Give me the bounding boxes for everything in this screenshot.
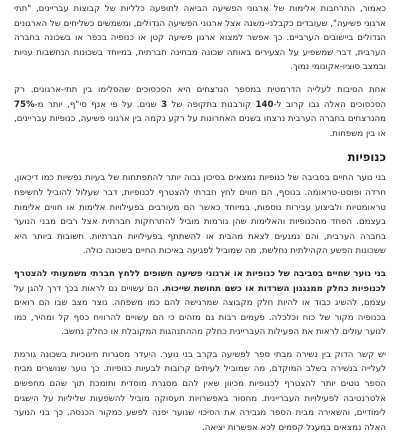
article — [14, 0, 386, 435]
stat-text: שנים. על פי אנף סי"ף, יותר מ- — [34, 99, 162, 110]
paragraph-subcontractor-gangs: כאמור, התרחבות אלימות של ארגוני הפשיעה הביאה לתופעה כלליות של קבוצות עבריינים, "תתי ארגוני פשיעה", שעובדים כקבלני-משנה אצל ארגוני הפשיעה הגדולים, ומשמשים כשליחים של הארגונים הגדולים ביישובים הערביים. כך אפשר למצוא ארגון פשיעה קטן או כנופיה בכפר או בשכונה בחברה הערבית, דבר שמשפיע על הצעירים באותה שכונה מבחינה חברתית, במיוחד בשכונות הנחשבות עניות ובמצב סוציו-אקונומי נמוך. — [14, 4, 386, 73]
stat-victims: 140 — [255, 99, 274, 110]
stat-percent: 75% — [14, 99, 35, 110]
paragraph-school-dropout: יש קשר הדוק בין נשירה מבתי ספר לפשיעה בקרב בני נוער. היעדר מסגרות חינוכיות בשכונה גורמת לעלייה בנשירה בשלב המוקדם, מה שמוביל לעיתים קרובות לבעיות כנופיות. כך נוער שנושרים מבית הספר נוטים יותר להצטרף לכנופיות מכיוון שאין להם מסגרת מוסדית ותומכת תוך שהם מחפשים אלטרנטיבה לפעילויות העבריינית. מחסור באפשרויות תעסוקה מוביל להשפעות שליליות על הישגים לימודיים, והשאירה מבית הספר מגבירה את הסיכוי שנוער יפנה לפשע כמקור הכנסה. כך בני הנוער האלה נמצאים במעגל קסמים לכא אפשרות יציאה. — [14, 349, 386, 433]
section-heading-gangs: כנופיות — [347, 150, 386, 165]
stat-text: מהנרצחים בחברה הערבית נרצחו בשנים האחרונות על רקע נקמה בין ארגוני פשיעה, כנופיות עבריינים, או בין משפחות. — [14, 114, 386, 139]
emphasis-text: בני נוער שחיים בסביבה של כנופיות או ארגוני פשיעה חשופים ללחץ חברתי משמעותי להצטרף לכנופיות כחלק ממנגנון השרדות או כשם תחושת שייכות. — [14, 268, 386, 294]
paragraph-social-pressure — [14, 267, 386, 340]
paragraph-youth-mental-health: בני נוער החיים בסביבה של כנופיות נמצאים בסיכון גבוה יותר להתפתחות של בעיות נפשיות כמו דיכאון, חרדה ופוסט-טראומה. בנוסף, הם חווים לחץ חברתי להצטרף לכנופיות, דבר שעלול להוביל לחשיפת טראומטיות ולביצוע עבירות נוספות, במיוחד כאשר הם מעורבים בפעילויות אלימות או חווים אלימות בעצמם. הפחד מהכנופיות והאלימות שהן גורמות מוביל להתרחקות חברתית אצל רבים מבני הנוער בחברה הערבית, והם נמנעים לצאת מהבית או להשתתף בפעילויות חברתיות. חשובות ביותר היא ששכונות הפשע הקהילתית נחלשת, מה שמוביל לפגיעה באיכות החיים בשכונה כולה. — [14, 173, 386, 257]
body-text: הם עשויים גם לראות בכך דרך להגן על עצמם, להשיג כבוד או להיות חלק מקבוצה שמרגישה להם כמו משפחה. נוצר מצב שבו הם רואים בכנופיה מקור של כוח וכלכלה. פעמים רבות גם מזהים כי הם עשויים להרוויח כסף קל ומהיר, כמו לנוער עולים לראות את הפעילות העבריינית כחלק מההתנהגות המקובלת או כחלק נחשב. — [14, 283, 386, 338]
stat-text: קורבנות בתקופה של — [167, 99, 256, 110]
stat-years: 3 — [161, 99, 168, 110]
stat-text: אחת הסיבות לעלייה הדרמטית במספר הנרצחים היא הסכסוכים שהסלימו בין תתי-ארגונים. רק הסכסוכים האלה גבו קרוב ל- — [14, 84, 387, 110]
paragraph-murder-statistics — [14, 83, 386, 141]
